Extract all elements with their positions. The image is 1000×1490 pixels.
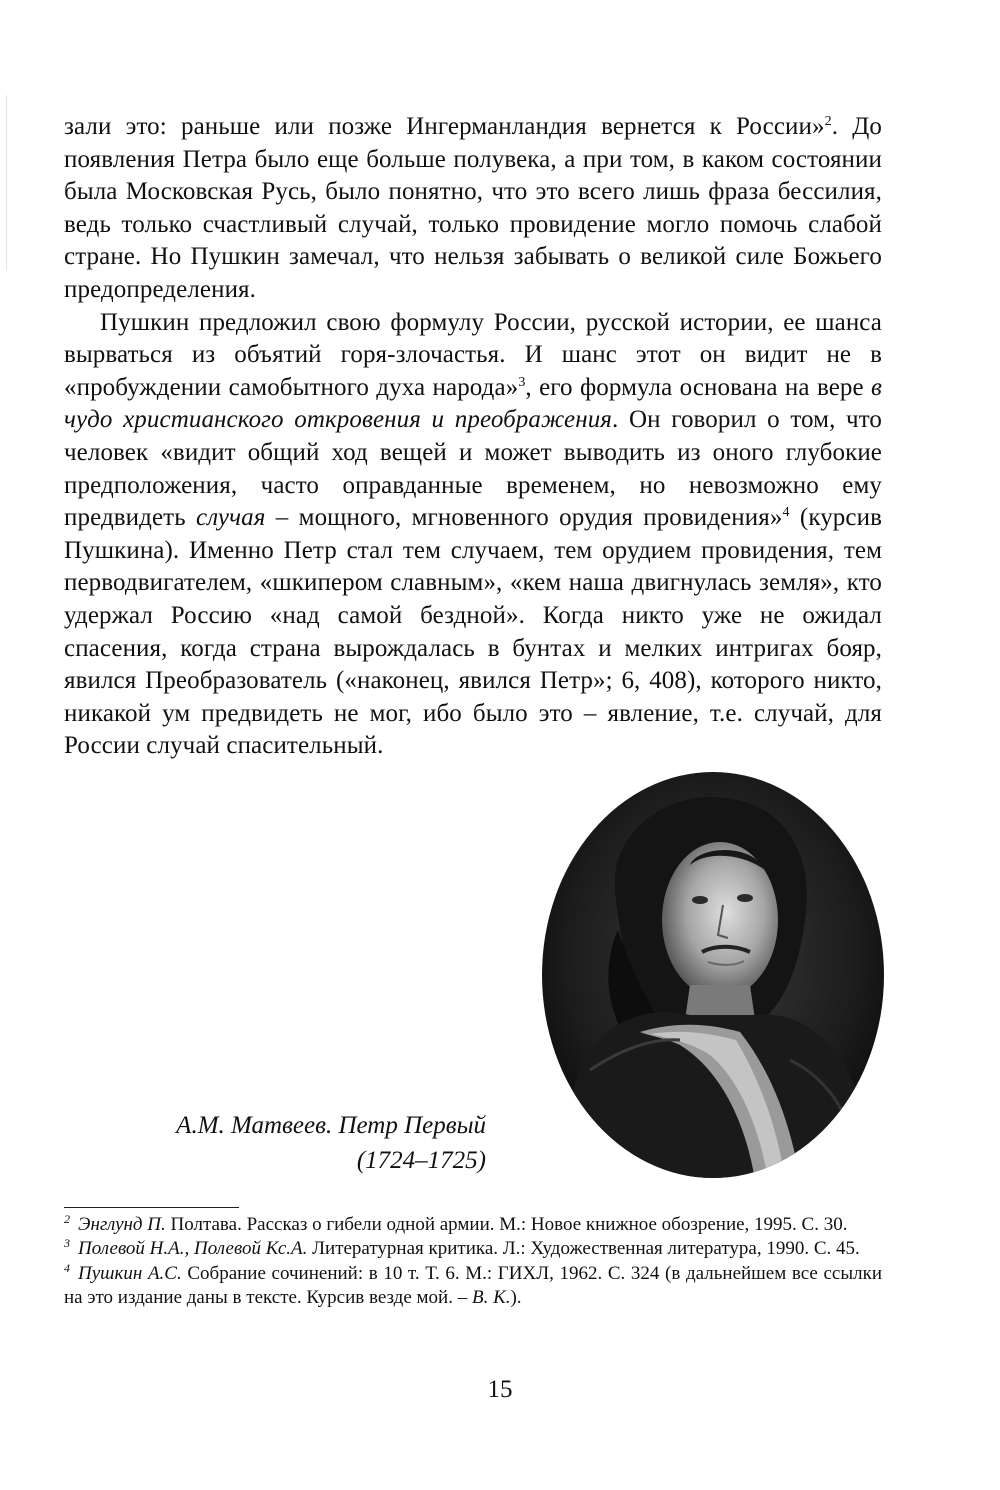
footnote-text: Полтава. Рассказ о гибели одной армии. М.: Новое книжное обозрение, 1995. С. 30. [165,1214,848,1235]
italic-emphasis: в чудо христианского откровения и преображения [64,373,882,434]
main-text [64,111,882,763]
footnote-3 [64,1237,882,1261]
footnote-4 [64,1262,882,1311]
paragraph-2 [64,307,882,763]
footnote-ref-2[interactable]: 2 [824,114,832,129]
footnote-author: Энглунд П. [78,1214,166,1235]
figure-caption [120,1108,486,1178]
footnote-number: 3 [64,1236,70,1251]
paragraph-2-text: (курсив Пушкина). Именно Петр стал тем случаем, тем орудием провидения, тем перводвигателем, «шкипером славным», «кем наша двигнулась земля», кто удержал Россию «над самой бездной». Когда никто уже не ожидал спасения, когда страна вырождалась в бунтах и мелких интригах бояр, явился Преобразователь («наконец, явился Петр»; 6, 408), которого никто, никакой ум предвидеть не мог, ибо было это – явление, т.е. случай, для России случай спасительный. [64,504,882,760]
paragraph-1 [64,111,882,307]
footnote-separator [64,1207,239,1208]
footnote-2 [64,1213,882,1237]
paragraph-2-text: , его формула основана на вере [525,373,872,401]
footnotes [64,1213,882,1310]
caption-title: А.М. Матвеев. Петр Первый [176,1112,486,1139]
italic-emphasis: случая [196,504,266,532]
footnote-author: Пушкин А.С. [78,1262,182,1284]
paragraph-2-text: – мощного, мгновенного орудия провидения» [265,504,783,532]
paragraph-1-text: зали это: раньше или позже Ингерманландия вернется к России» [64,113,825,140]
footnote-initials: В. К. [471,1286,511,1308]
footnote-ref-3[interactable]: 3 [518,374,526,390]
footnote-text: Литературная критика. Л.: Художественная литература, 1990. С. 45. [307,1238,860,1260]
footnote-ref-4[interactable]: 4 [782,505,790,521]
portrait-image [540,770,886,1180]
footnote-number: 2 [64,1212,70,1226]
footnote-text: ). [510,1286,522,1308]
page-number: 15 [487,1376,513,1403]
footnote-author: Полевой Н.А., Полевой Кс.А. [78,1238,308,1260]
scan-edge-line [6,95,7,270]
paragraph-2-text: . Он говорил о том, что человек «видит общий ход вещей и может выводить из оного глубокие предположения, часто оправданные временем, но невозможно ему предвидеть [64,406,883,532]
paragraph-1-text-cont: . До появления Петра было еще больше полувека, а при том, в каком состоянии была Московская Русь, было понятно, что это всего лишь фраза бессилия, ведь только счастливый случай, только провидение могло помочь слабой стране. Но Пушкин замечал, что нельзя забывать о великой силе Божьего предопределения. [64,113,882,303]
footnote-number: 4 [64,1260,70,1275]
footnote-text: Собрание сочинений: в 10 т. Т. 6. М.: ГИХЛ, 1962. С. 324 (в дальнейшем все ссылки на это издание даны в тексте. Курсив везде мой. – [64,1262,882,1308]
paragraph-2-text: Пушкин предложил свою формулу России, русской истории, ее шанса вырваться из объятий горя-злочастья. И шанс этот он видит не в «пробуждении самобытного духа народа» [64,308,882,401]
caption-dates: (1724–1725) [356,1147,486,1174]
